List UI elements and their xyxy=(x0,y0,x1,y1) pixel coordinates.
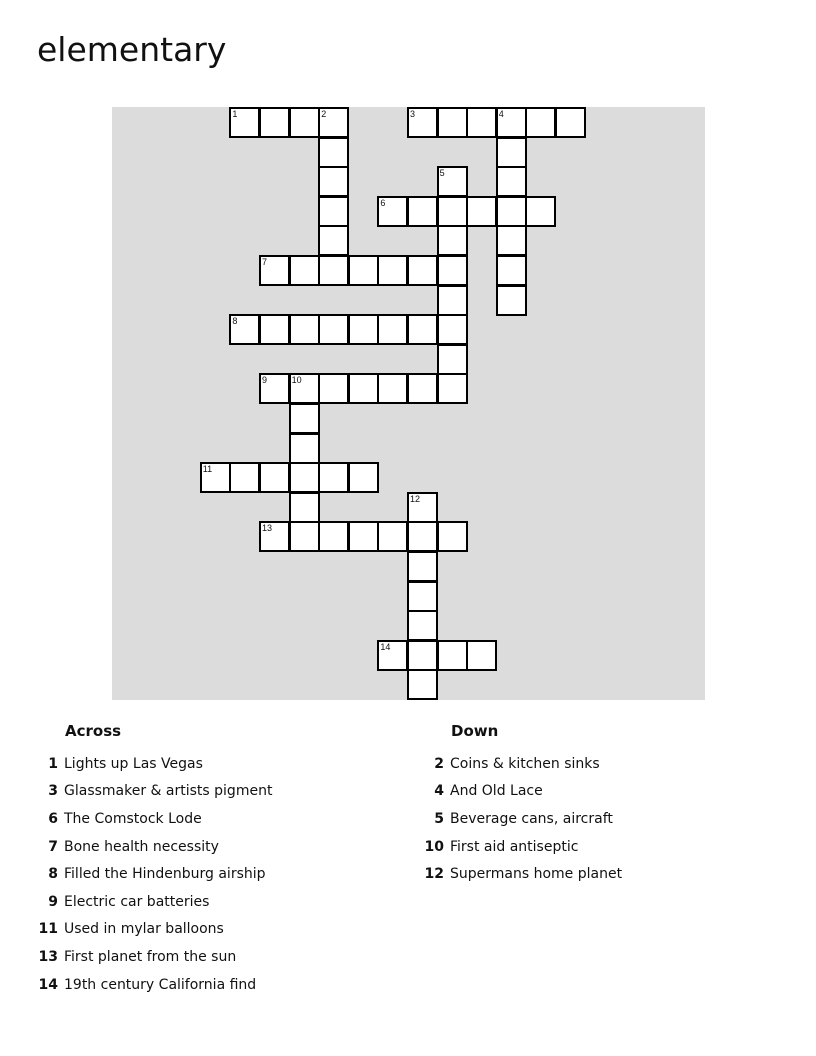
clue-item xyxy=(28,778,272,806)
grid-cell[interactable] xyxy=(289,492,320,523)
grid-cell[interactable] xyxy=(318,314,349,345)
clue-number: 4 xyxy=(434,783,444,800)
grid-cell[interactable] xyxy=(437,521,468,552)
grid-cell[interactable] xyxy=(377,255,408,286)
grid-cell[interactable] xyxy=(259,373,290,404)
clue-text: First planet from the sun xyxy=(64,948,237,965)
grid-cell[interactable] xyxy=(259,462,290,493)
grid-cell[interactable] xyxy=(348,521,379,552)
clue-number: 1 xyxy=(48,755,58,772)
grid-cell[interactable] xyxy=(496,255,527,286)
grid-cell[interactable] xyxy=(466,196,497,227)
grid-cell[interactable] xyxy=(377,373,408,404)
cell-number: 12 xyxy=(410,493,421,504)
grid-cell[interactable] xyxy=(348,373,379,404)
puzzle-title: elementary xyxy=(37,30,227,69)
grid-cell[interactable] xyxy=(377,196,408,227)
grid-cell[interactable] xyxy=(407,373,438,404)
grid-cell[interactable] xyxy=(289,373,320,404)
clue-item xyxy=(28,805,272,833)
grid-cell[interactable] xyxy=(407,669,438,700)
clue-item xyxy=(28,750,272,778)
clue-text: Glassmaker & artists pigment xyxy=(64,783,273,800)
grid-cell[interactable] xyxy=(229,107,260,138)
clue-text: Coins & kitchen sinks xyxy=(450,755,600,772)
grid-cell[interactable] xyxy=(318,107,349,138)
grid-cell[interactable] xyxy=(437,196,468,227)
grid-cell[interactable] xyxy=(348,462,379,493)
grid-cell[interactable] xyxy=(407,610,438,641)
clue-text: Filled the Hindenburg airship xyxy=(64,866,266,883)
cell-number: 4 xyxy=(498,109,504,119)
clue-number: 11 xyxy=(38,921,58,938)
grid-cell[interactable] xyxy=(289,314,320,345)
grid-cell[interactable] xyxy=(318,225,349,256)
clue-item xyxy=(28,971,272,999)
grid-cell[interactable] xyxy=(200,462,231,493)
across-heading: Across xyxy=(65,722,122,740)
grid-cell[interactable] xyxy=(437,107,468,138)
grid-cell[interactable] xyxy=(407,521,438,552)
clue-text: The Comstock Lode xyxy=(64,810,202,827)
clue-item xyxy=(414,860,622,888)
grid-cell[interactable] xyxy=(437,373,468,404)
clue-item xyxy=(28,833,272,861)
clue-item xyxy=(28,888,272,916)
cell-number: 10 xyxy=(291,375,302,386)
clue-number: 12 xyxy=(424,866,444,883)
grid-cell[interactable] xyxy=(318,196,349,227)
grid-cell[interactable] xyxy=(496,196,527,227)
grid-cell[interactable] xyxy=(466,640,497,671)
grid-cell[interactable] xyxy=(318,373,349,404)
grid-cell[interactable] xyxy=(437,225,468,256)
grid-cell[interactable] xyxy=(437,166,468,197)
grid-cell[interactable] xyxy=(496,137,527,168)
grid-cell[interactable] xyxy=(437,640,468,671)
cell-number: 3 xyxy=(410,109,416,119)
clue-item xyxy=(28,916,272,944)
grid-cell[interactable] xyxy=(289,107,320,138)
clue-text: Bone health necessity xyxy=(64,838,219,855)
clue-text: First aid antiseptic xyxy=(450,838,579,855)
grid-cell[interactable] xyxy=(289,403,320,434)
clue-number: 13 xyxy=(38,948,58,965)
clue-text: Beverage cans, aircraft xyxy=(450,810,613,827)
grid-cell[interactable] xyxy=(259,107,290,138)
grid-cell[interactable] xyxy=(437,255,468,286)
grid-cell[interactable] xyxy=(407,255,438,286)
grid-cell[interactable] xyxy=(437,285,468,316)
grid-cell[interactable] xyxy=(259,314,290,345)
clue-item xyxy=(414,750,622,778)
cell-number: 9 xyxy=(262,375,268,386)
clue-item xyxy=(28,943,272,971)
clue-text: And Old Lace xyxy=(450,783,543,800)
cell-number: 8 xyxy=(232,316,238,327)
crossword-grid xyxy=(112,107,705,700)
clue-text: Lights up Las Vegas xyxy=(64,755,203,772)
grid-cell[interactable] xyxy=(407,196,438,227)
grid-cell[interactable] xyxy=(289,521,320,552)
grid-cell[interactable] xyxy=(407,314,438,345)
grid-cell[interactable] xyxy=(318,166,349,197)
clue-number: 6 xyxy=(48,810,58,827)
cell-number: 11 xyxy=(202,464,213,475)
clue-text: Electric car batteries xyxy=(64,893,210,910)
grid-cell[interactable] xyxy=(289,462,320,493)
clue-number: 8 xyxy=(48,866,58,883)
clue-text: Supermans home planet xyxy=(450,866,623,883)
grid-cell[interactable] xyxy=(318,137,349,168)
grid-cell[interactable] xyxy=(407,551,438,582)
clue-text: 19th century California find xyxy=(64,976,257,993)
grid-cell[interactable] xyxy=(229,462,260,493)
grid-cell[interactable] xyxy=(348,255,379,286)
clue-number: 5 xyxy=(434,810,444,827)
grid-cell[interactable] xyxy=(437,344,468,375)
grid-cell[interactable] xyxy=(318,521,349,552)
across-clues xyxy=(28,722,272,998)
clue-item xyxy=(414,778,622,806)
grid-cell[interactable] xyxy=(407,107,438,138)
grid-cell[interactable] xyxy=(377,640,408,671)
grid-cell[interactable] xyxy=(377,314,408,345)
grid-cell[interactable] xyxy=(496,107,527,138)
grid-cell[interactable] xyxy=(437,314,468,345)
cell-number: 14 xyxy=(380,641,391,652)
grid-cell[interactable] xyxy=(348,314,379,345)
clue-number: 10 xyxy=(424,838,444,855)
clue-number: 14 xyxy=(38,976,58,993)
grid-cell[interactable] xyxy=(525,196,556,227)
clue-number: 9 xyxy=(48,893,58,910)
cell-number: 6 xyxy=(380,197,386,208)
grid-cell[interactable] xyxy=(407,492,438,523)
grid-cell[interactable] xyxy=(318,255,349,286)
clue-number: 2 xyxy=(434,755,444,772)
grid-cell[interactable] xyxy=(259,521,290,552)
grid-cell[interactable] xyxy=(496,166,527,197)
grid-cell[interactable] xyxy=(407,581,438,612)
clue-number: 3 xyxy=(48,783,58,800)
cell-number: 7 xyxy=(262,257,268,267)
grid-cell[interactable] xyxy=(466,107,497,138)
grid-cell[interactable] xyxy=(318,462,349,493)
cell-number: 13 xyxy=(262,523,273,534)
grid-cell[interactable] xyxy=(496,285,527,316)
clue-item xyxy=(414,833,622,861)
down-clues xyxy=(414,722,622,888)
cell-number: 2 xyxy=(321,109,327,119)
grid-cell[interactable] xyxy=(525,107,556,138)
grid-cell[interactable] xyxy=(289,433,320,464)
cell-number: 1 xyxy=(232,109,238,119)
down-heading: Down xyxy=(451,722,499,740)
grid-cell[interactable] xyxy=(229,314,260,345)
clue-item xyxy=(414,805,622,833)
clue-text: Used in mylar balloons xyxy=(64,921,224,938)
grid-cell[interactable] xyxy=(289,255,320,286)
clue-item xyxy=(28,860,272,888)
grid-cell[interactable] xyxy=(407,640,438,671)
grid-cell[interactable] xyxy=(377,521,408,552)
grid-cell[interactable] xyxy=(496,225,527,256)
clue-number: 7 xyxy=(48,838,58,855)
grid-cell[interactable] xyxy=(259,255,290,286)
cell-number: 5 xyxy=(439,168,445,179)
grid-cell[interactable] xyxy=(555,107,586,138)
